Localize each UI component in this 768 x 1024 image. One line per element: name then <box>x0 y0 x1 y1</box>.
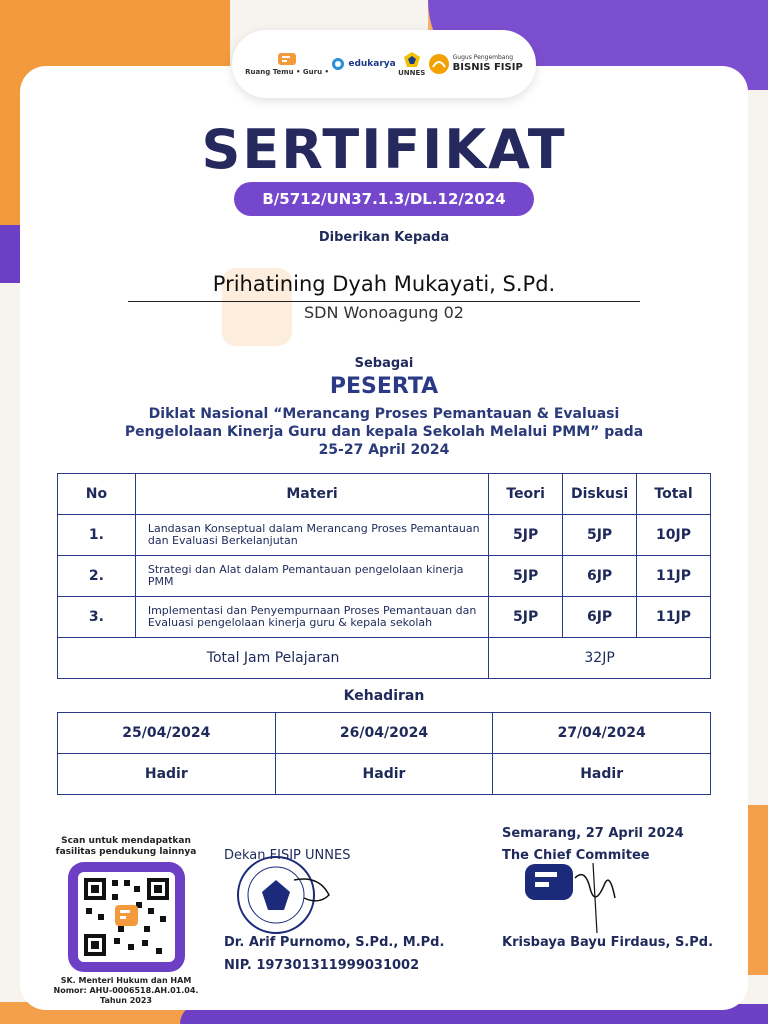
name-underline <box>128 301 640 302</box>
row-teori: 5JP <box>489 597 563 638</box>
dean-name: Dr. Arif Purnomo, S.Pd., M.Pd. <box>224 935 445 950</box>
table-row <box>58 515 711 556</box>
attendance-status: Hadir <box>275 754 493 795</box>
attendance-title: Kehadiran <box>343 688 425 704</box>
attendance-status: Hadir <box>58 754 276 795</box>
row-total: 11JP <box>637 556 711 597</box>
header-total: Total <box>637 474 711 515</box>
row-diskusi: 6JP <box>563 597 637 638</box>
committee-name: Krisbaya Bayu Firdaus, S.Pd. <box>502 935 714 950</box>
place-and-date: Semarang, 27 April 2024 <box>502 826 684 841</box>
attendance-dates-row <box>58 713 711 754</box>
unnes-text: UNNES <box>398 69 426 77</box>
legal-registration: SK. Menteri Hukum dan HAM Nomor: AHU-0006518.AH.01.04. Tahun 2023 <box>53 976 199 1005</box>
row-total: 10JP <box>637 515 711 556</box>
row-materi: Implementasi dan Penyempurnaan Proses Pemantauan dan Evaluasi pengelolaan kinerja guru & kepala sekolah <box>135 597 488 638</box>
header-materi: Materi <box>135 474 488 515</box>
ruang-temu-guru-text: Ruang Temu • Guru • <box>245 68 329 76</box>
row-no: 3. <box>58 597 136 638</box>
unnes-logo <box>398 51 425 77</box>
attendance-status: Hadir <box>493 754 711 795</box>
attendance-date: 25/04/2024 <box>58 713 276 754</box>
logo-bar <box>232 30 536 98</box>
qr-code-pattern <box>78 872 175 962</box>
total-value: 32JP <box>489 638 711 679</box>
certificate-number-badge: B/5712/UN37.1.3/DL.12/2024 <box>234 182 534 216</box>
row-diskusi: 5JP <box>563 515 637 556</box>
row-diskusi: 6JP <box>563 556 637 597</box>
ruang-temu-guru-logo <box>245 52 329 76</box>
materi-table <box>57 473 711 679</box>
description-line-1: Diklat Nasional “Merancang Proses Pemantauan & Evaluasi <box>148 406 620 422</box>
attendance-date: 27/04/2024 <box>493 713 711 754</box>
dean-nip: NIP. 197301311999031002 <box>224 958 420 973</box>
as-label: Sebagai <box>354 356 414 371</box>
header-teori: Teori <box>489 474 563 515</box>
ruang-temu-guru-icon <box>277 52 297 68</box>
attendance-status-row <box>58 754 711 795</box>
description-line-2: Pengelolaan Kinerja Guru dan kepala Sekolah Melalui PMM” pada <box>124 424 644 440</box>
dean-title: Dekan FISIP UNNES <box>224 848 351 863</box>
bisnis-fisip-subtitle: Gugus Pengembang <box>452 54 514 62</box>
qr-code-icon <box>78 872 175 962</box>
edukarya-text: edukarya <box>348 59 396 69</box>
unnes-seal-stamp-icon <box>224 850 334 940</box>
edukarya-logo <box>331 57 395 71</box>
table-row <box>58 556 711 597</box>
row-no: 1. <box>58 515 136 556</box>
attendance-date: 26/04/2024 <box>275 713 493 754</box>
attendance-table <box>57 712 711 795</box>
description-dates: 25-27 April 2024 <box>318 442 450 458</box>
recipient-role: PESERTA <box>329 374 439 399</box>
bisnis-fisip-logo <box>428 53 523 75</box>
total-label: Total Jam Pelajaran <box>58 638 489 679</box>
edukarya-icon <box>331 57 345 71</box>
table-header-row <box>58 474 711 515</box>
row-teori: 5JP <box>489 556 563 597</box>
row-total: 11JP <box>637 597 711 638</box>
qr-caption: Scan untuk mendapatkan fasilitas pendukung lainnya <box>55 836 197 857</box>
row-materi: Landasan Konseptual dalam Merancang Proses Pemantauan dan Evaluasi Berkelanjutan <box>135 515 488 556</box>
bisnis-fisip-icon <box>428 53 450 75</box>
committee-title: The Chief Commitee <box>502 848 650 863</box>
background-orange-right-strip <box>746 805 768 975</box>
total-row <box>58 638 711 679</box>
header-no: No <box>58 474 136 515</box>
row-teori: 5JP <box>489 515 563 556</box>
unnes-emblem-icon <box>402 51 422 69</box>
row-no: 2. <box>58 556 136 597</box>
row-materi: Strategi dan Alat dalam Pemantauan pengelolaan kinerja PMM <box>135 556 488 597</box>
given-to-label: Diberikan Kepada <box>318 230 450 245</box>
bisnis-fisip-text: BISNIS FISIP <box>452 61 523 73</box>
recipient-school: SDN Wonoagung 02 <box>304 303 464 322</box>
certificate-title: SERTIFIKAT <box>201 118 567 181</box>
qr-code[interactable] <box>68 862 185 972</box>
ruang-temu-guru-stamp-icon <box>505 858 625 938</box>
training-description <box>110 405 658 459</box>
header-diskusi: Diskusi <box>563 474 637 515</box>
recipient-name: Prihatining Dyah Mukayati, S.Pd. <box>212 272 556 296</box>
table-row <box>58 597 711 638</box>
